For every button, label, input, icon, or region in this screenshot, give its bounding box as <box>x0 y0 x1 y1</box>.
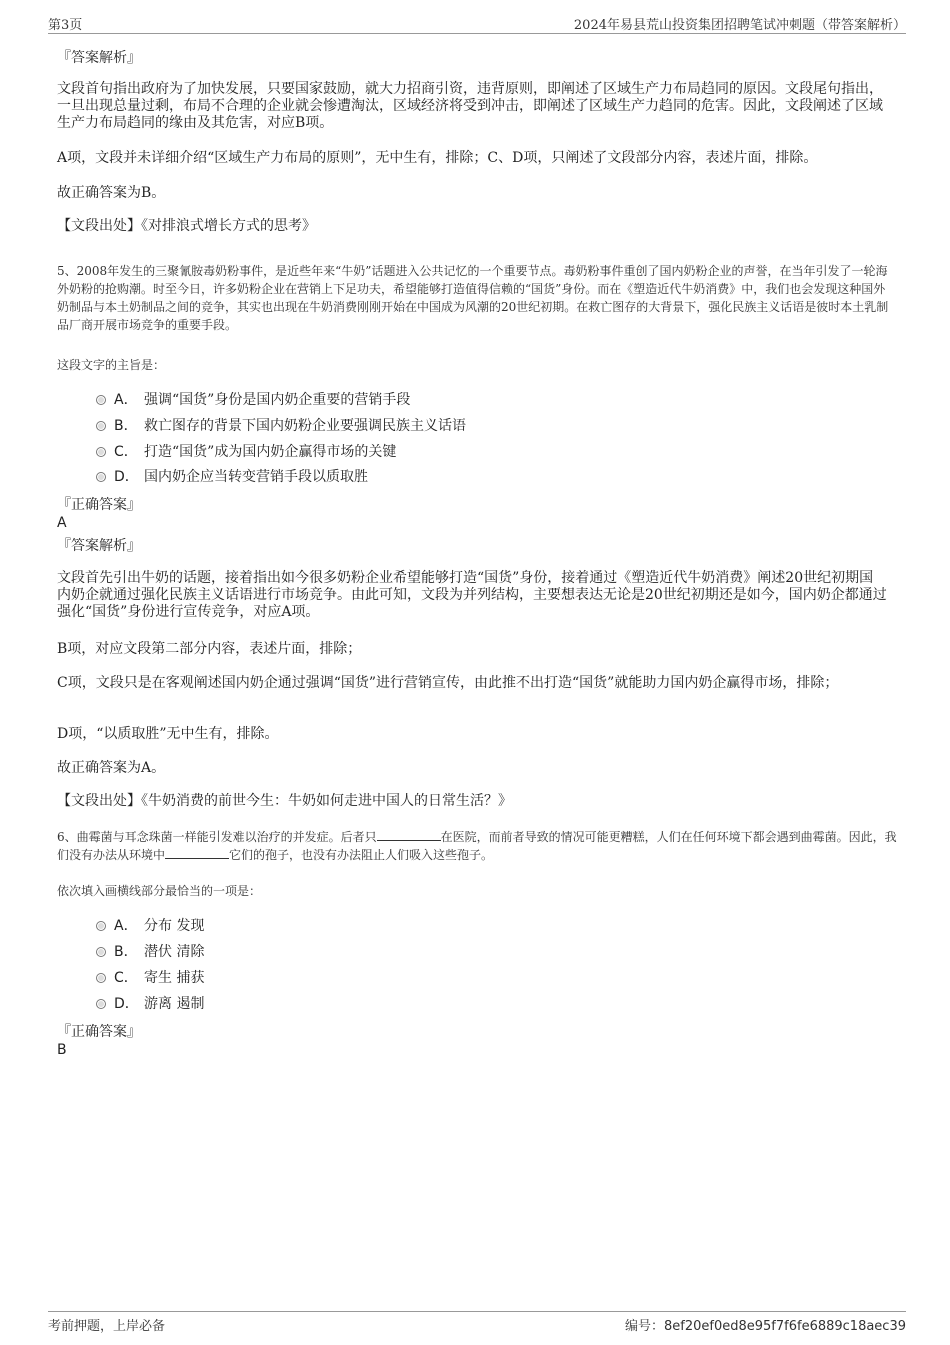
radio-icon[interactable] <box>96 395 106 405</box>
q5-analysis-paragraph-5: 故正确答案为A。 <box>57 760 166 776</box>
radio-icon[interactable] <box>96 447 106 457</box>
q5-analysis-paragraph-3: C项，文段只是在客观阐述国内奶企通过强调“国货”进行营销宣传，由此推不出打造“国货”就能助力国内奶企赢得市场，排除； <box>57 675 839 691</box>
q5-answer-label: 『正确答案』 <box>57 497 141 513</box>
q5-stem: 5、2008年发生的三聚氰胺毒奶粉事件，是近些年来“牛奶”话题进入公共记忆的一个重要节点。毒奶粉事件重创了国内奶粉企业的声誉，在当年引发了一轮海外奶粉的抢购潮。时至今日，许多奶粉企业在营销上下足功夫，希望能够打造值得信赖的“国货”身份。而在《塑造近代牛奶消费》中，我们也会发现这种国外奶制品与本土奶制品之间的竞争，其实也出现在牛奶消费刚刚开始在中国成为风潮的20世纪初期。在救亡图存的大背景下，强化民族主义话语是彼时本土乳制品厂商开展市场竞争的重要手段。 <box>57 264 889 332</box>
q5-analysis-paragraph-4: D项，“以质取胜”无中生有，排除。 <box>57 726 279 742</box>
q4-analysis-paragraph-1: 文段首句指出政府为了加快发展，只要国家鼓励，就大力招商引资，违背原则，即阐述了区域生产力布局趋同的原因。文段尾句指出，一旦出现总量过剩，布局不合理的企业就会惨遭淘汰，区域经济将受到冲击，即阐述了区域生产力趋同的危害。因此，文段阐述了区域生产力布局趋同的缘由及其危害，对应B项。 <box>57 81 883 131</box>
fill-blank-2 <box>165 847 229 859</box>
q4-analysis-label: 『答案解析』 <box>57 50 141 66</box>
q5-source: 【文段出处】《牛奶消费的前世今生：牛奶如何走进中国人的日常生活？》 <box>57 793 512 809</box>
q6-question: 依次填入画横线部分最恰当的一项是： <box>57 884 262 898</box>
radio-icon[interactable] <box>96 472 106 482</box>
q5-question: 这段文字的主旨是： <box>57 358 166 372</box>
page-header <box>48 14 906 34</box>
q4-source: 【文段出处】《对排浪式增长方式的思考》 <box>57 218 316 234</box>
q5-answer: A <box>57 515 67 531</box>
q6-stem: 6、曲霉菌与耳念珠菌一样能引发难以治疗的并发症。后者只 在医院，而前者导致的情况可能更糟糕，人们在任何环境下都会遇到曲霉菌。因此，我们没有办法从环境中 它们的孢子，也没有办法阻止人们吸入这些孢子。 <box>57 830 897 862</box>
radio-icon[interactable] <box>96 999 106 1009</box>
q4-analysis-paragraph-3: 故正确答案为B。 <box>57 185 166 201</box>
q5-analysis-paragraph-2: B项，对应文段第二部分内容，表述片面，排除； <box>57 641 362 657</box>
fill-blank-1 <box>377 829 441 841</box>
q6-answer-label: 『正确答案』 <box>57 1024 141 1040</box>
radio-icon[interactable] <box>96 421 106 431</box>
radio-icon[interactable] <box>96 921 106 931</box>
radio-icon[interactable] <box>96 973 106 983</box>
radio-icon[interactable] <box>96 947 106 957</box>
document-title: 2024年易县荒山投资集团招聘笔试冲刺题（带答案解析） <box>573 18 906 33</box>
document-code: 编号：8ef20ef0ed8e95f7f6fe6889c18aec39 <box>624 1319 906 1334</box>
page-number: 第3页 <box>48 18 83 33</box>
footer-slogan: 考前押题，上岸必备 <box>48 1319 166 1334</box>
page-footer <box>48 1311 906 1333</box>
q5-analysis-paragraph-1: 文段首先引出牛奶的话题，接着指出如今很多奶粉企业希望能够打造“国货”身份，接着通过《塑造近代牛奶消费》阐述20世纪初期国内奶企就通过强化民族主义话语进行市场竞争。由此可知，文段为并列结构，主要想表达无论是20世纪初期还是如今，国内奶企都通过强化“国货”身份进行宣传竞争，对应A项。 <box>57 570 887 620</box>
q5-analysis-label: 『答案解析』 <box>57 538 141 554</box>
q4-analysis-paragraph-2: A项，文段并未详细介绍“区域生产力布局的原则”，无中生有，排除；C、D项，只阐述了文段部分内容，表述片面，排除。 <box>57 150 818 166</box>
q6-answer: B <box>57 1042 67 1058</box>
